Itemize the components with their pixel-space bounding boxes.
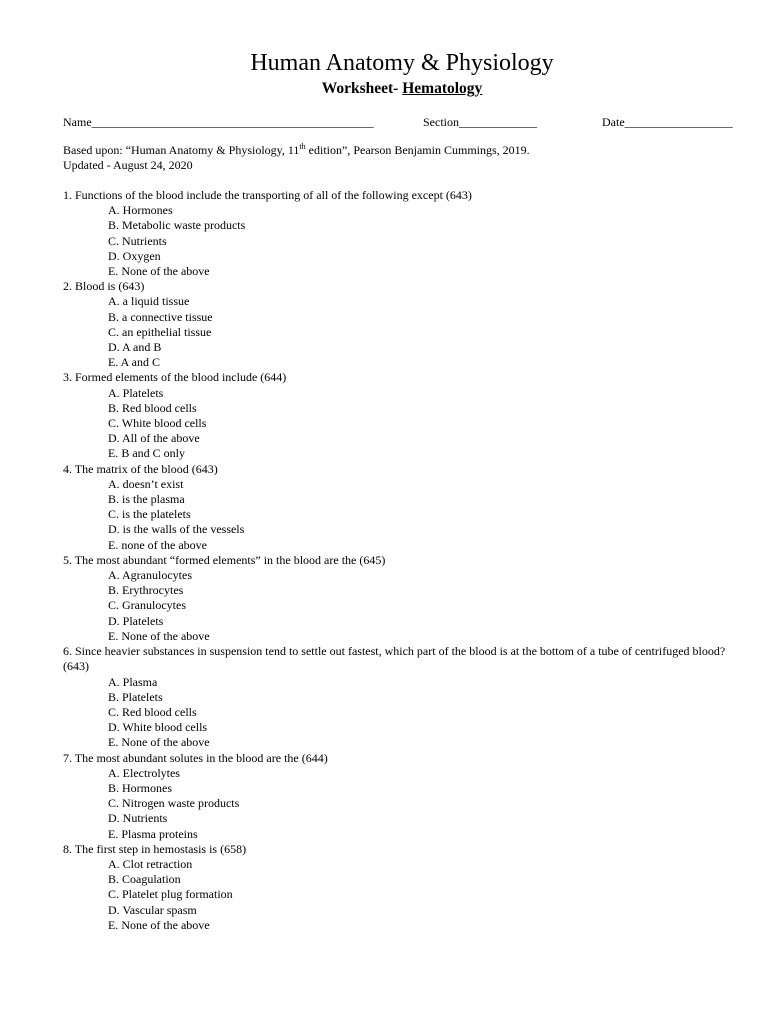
question-4 bbox=[63, 462, 747, 553]
answer-option: A. Electrolytes bbox=[108, 765, 180, 780]
answer-option: C. Nitrogen waste products bbox=[108, 796, 240, 811]
answer-option: A. doesn’t exist bbox=[108, 476, 184, 491]
answer-option: D. Oxygen bbox=[108, 248, 161, 263]
question-text: 3. Formed elements of the blood include (644) bbox=[63, 370, 287, 385]
answer-option: B. Erythrocytes bbox=[108, 583, 184, 598]
answer-option: E. Plasma proteins bbox=[108, 826, 198, 841]
subtitle-topic: Hematology bbox=[402, 80, 483, 97]
answer-option: E. A and C bbox=[108, 355, 161, 370]
answer-option: D. A and B bbox=[108, 340, 162, 355]
question-text: 4. The matrix of the blood (643) bbox=[63, 461, 218, 476]
answer-option: D. Platelets bbox=[108, 613, 164, 628]
question-7 bbox=[63, 751, 747, 842]
answer-option: B. Red blood cells bbox=[108, 400, 197, 415]
answer-option: A. Hormones bbox=[108, 203, 173, 218]
student-fields bbox=[63, 114, 743, 130]
answer-option: B. Platelets bbox=[108, 689, 163, 704]
answer-options bbox=[63, 477, 747, 553]
answer-options bbox=[63, 294, 747, 370]
question-text: 2. Blood is (643) bbox=[63, 279, 145, 294]
answer-options bbox=[63, 766, 747, 842]
answer-option: B. Hormones bbox=[108, 780, 172, 795]
answer-option: E. None of the above bbox=[108, 917, 210, 932]
question-3 bbox=[63, 370, 747, 461]
question-text: 8. The first step in hemostasis is (658) bbox=[63, 841, 247, 856]
answer-options bbox=[63, 857, 747, 933]
page-subtitle bbox=[0, 79, 768, 99]
subtitle-prefix: Worksheet- bbox=[321, 80, 403, 97]
answer-option: E. None of the above bbox=[108, 264, 210, 279]
question-5 bbox=[63, 553, 747, 644]
question-text: 1. Functions of the blood include the transporting of all of the following except (643) bbox=[63, 188, 472, 202]
question-2 bbox=[63, 279, 747, 370]
question-1 bbox=[63, 188, 747, 279]
answer-option: C. Platelet plug formation bbox=[108, 887, 233, 902]
updated-date: Updated - August 24, 2020 bbox=[63, 158, 193, 172]
answer-option: D. White blood cells bbox=[108, 720, 208, 735]
answer-option: C. Nutrients bbox=[108, 233, 167, 248]
answer-options bbox=[63, 675, 747, 751]
citation-superscript: th bbox=[299, 142, 306, 151]
answer-options bbox=[63, 568, 747, 644]
answer-option: A. Plasma bbox=[108, 674, 158, 689]
source-note bbox=[63, 143, 743, 173]
citation-text-end: edition”, Pearson Benjamin Cummings, 2019. bbox=[305, 143, 530, 157]
answer-option: D. is the walls of the vessels bbox=[108, 522, 245, 537]
question-list bbox=[63, 188, 747, 933]
answer-option: E. none of the above bbox=[108, 537, 207, 552]
answer-option: B. Metabolic waste products bbox=[108, 218, 246, 233]
question-6 bbox=[63, 644, 747, 750]
answer-option: A. Agranulocytes bbox=[108, 568, 192, 583]
answer-options bbox=[63, 203, 747, 279]
answer-option: C. White blood cells bbox=[108, 416, 207, 431]
question-text: 7. The most abundant solutes in the blood are the (644) bbox=[63, 750, 328, 765]
answer-option: B. is the plasma bbox=[108, 492, 185, 507]
question-8 bbox=[63, 842, 747, 933]
answer-option: B. a connective tissue bbox=[108, 309, 213, 324]
answer-option: C. an epithelial tissue bbox=[108, 324, 212, 339]
answer-option: E. B and C only bbox=[108, 446, 185, 461]
question-text: 5. The most abundant “formed elements” in the blood are the (645) bbox=[63, 552, 386, 567]
name-field: Name_______________________________________________ bbox=[63, 115, 374, 129]
date-field: Date__________________ bbox=[602, 115, 733, 129]
source-citation bbox=[63, 143, 743, 158]
answer-option: A. Platelets bbox=[108, 385, 164, 400]
answer-option: C. Granulocytes bbox=[108, 598, 186, 613]
answer-option: A. Clot retraction bbox=[108, 856, 193, 871]
answer-option: D. Nutrients bbox=[108, 811, 168, 826]
question-text: 6. Since heavier substances in suspension tend to settle out fastest, which part of the blood is at the bottom of a tube of centrifuged blood? (643) bbox=[63, 644, 726, 674]
answer-option: A. a liquid tissue bbox=[108, 294, 190, 309]
answer-options bbox=[63, 386, 747, 462]
answer-option: B. Coagulation bbox=[108, 872, 181, 887]
answer-option: C. Red blood cells bbox=[108, 704, 197, 719]
section-field: Section_____________ bbox=[423, 115, 537, 129]
citation-text: Based upon: “Human Anatomy & Physiology, 11 bbox=[63, 143, 300, 157]
answer-option: C. is the platelets bbox=[108, 507, 191, 522]
answer-option: D. Vascular spasm bbox=[108, 902, 197, 917]
answer-option: D. All of the above bbox=[108, 431, 200, 446]
answer-option: E. None of the above bbox=[108, 628, 210, 643]
page-title: Human Anatomy & Physiology bbox=[250, 50, 554, 76]
answer-option: E. None of the above bbox=[108, 735, 210, 750]
